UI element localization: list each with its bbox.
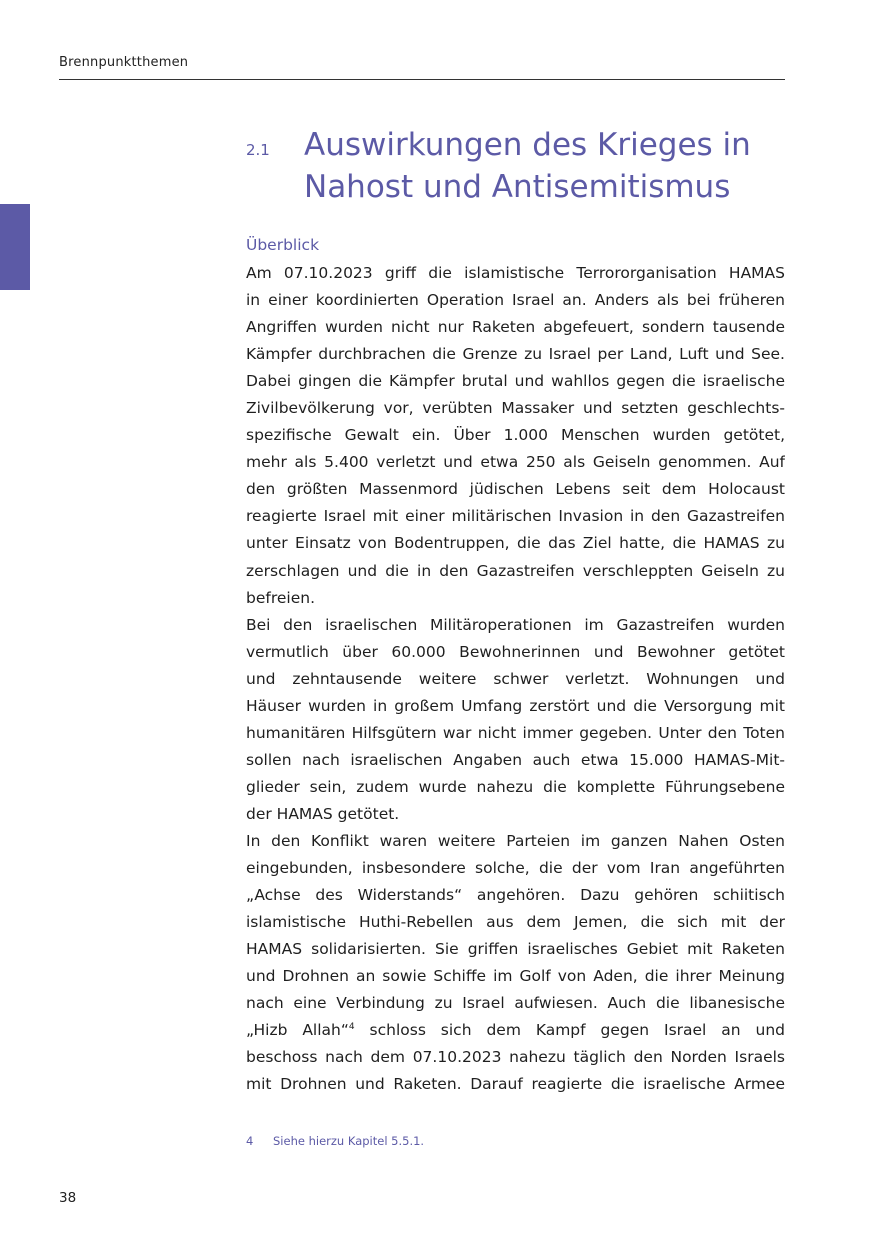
- body-line: In den Konflikt waren weitere Parteien im ganzen Nahen Osten: [246, 831, 785, 850]
- chapter-tab-marker: [0, 204, 30, 290]
- body-line: befreien.: [246, 588, 315, 607]
- body-line: mehr als 5.400 verletzt und etwa 250 als Geiseln genommen. Auf: [246, 453, 785, 472]
- body-line: spezifische Gewalt ein. Über 1.000 Menschen wurden getötet,: [246, 426, 785, 445]
- footnote: [246, 1134, 424, 1148]
- body-line: und zehntausende weitere schwer verletzt. Wohnungen und: [246, 669, 785, 688]
- body-line: vermutlich über 60.000 Bewohnerinnen und Bewohner getötet: [246, 642, 785, 661]
- section-title-line-2: Nahost und Antisemitismus: [304, 169, 731, 205]
- footnote-number: 4: [246, 1134, 254, 1148]
- running-header: Brennpunktthemen: [59, 55, 189, 70]
- line-continuation: schloss sich dem Kampf gegen Israel an und: [354, 1021, 785, 1040]
- body-line: den größten Massenmord jüdischen Lebens seit dem Holocaust: [246, 480, 785, 499]
- body-line: islamistische Huthi-Rebellen aus dem Jemen, die sich mit der: [246, 913, 785, 932]
- section-title: [304, 124, 784, 208]
- body-line: glieder sein, zudem wurde nahezu die komplette Führungsebene: [246, 777, 785, 796]
- body-line: sollen nach israelischen Angaben auch etwa 15.000 HAMAS-Mit-: [246, 750, 785, 769]
- body-line: und Drohnen an sowie Schiffe im Golf von Aden, die ihrer Meinung: [246, 967, 785, 986]
- body-line: mit Drohnen und Raketen. Darauf reagierte die israelische Armee: [246, 1075, 785, 1094]
- body-line: Kämpfer durchbrachen die Grenze zu Israel per Land, Luft und See.: [246, 345, 785, 364]
- body-line: Am 07.10.2023 griff die islamistische Terrororganisation HAMAS: [246, 264, 785, 282]
- body-line-with-footnote: [246, 1017, 785, 1044]
- section-number: 2.1: [246, 141, 270, 159]
- section-title-line-1: Auswirkungen des Krieges in: [304, 127, 751, 163]
- body-line: Zivilbevölkerung vor, verübten Massaker und setzten geschlechts-: [246, 399, 785, 418]
- subheading: Überblick: [246, 236, 320, 254]
- body-line: „Achse des Widerstands“ angehören. Dazu gehören schiitisch: [246, 886, 785, 905]
- body-line: unter Einsatz von Bodentruppen, die das Ziel hatte, die HAMAS zu: [246, 534, 785, 553]
- header-divider: [59, 79, 785, 80]
- body-line: zerschlagen und die in den Gazastreifen verschleppten Geiseln zu: [246, 561, 785, 580]
- body-line: nach eine Verbindung zu Israel aufwiesen. Auch die libanesische: [246, 994, 785, 1013]
- body-line: der HAMAS getötet.: [246, 804, 400, 823]
- body-line: humanitären Hilfsgütern war nicht immer gegeben. Unter den Toten: [246, 723, 785, 742]
- body-line: Angriffen wurden nicht nur Raketen abgefeuert, sondern tausende: [246, 318, 785, 337]
- body-line: beschoss nach dem 07.10.2023 nahezu täglich den Norden Israels: [246, 1048, 785, 1067]
- page-number: 38: [59, 1190, 77, 1206]
- body-line: HAMAS solidarisierten. Sie griffen israelisches Gebiet mit Raketen: [246, 940, 785, 959]
- quoted-term: „Hizb Allah“: [246, 1021, 349, 1040]
- body-text: [246, 260, 785, 1098]
- footnote-text: Siehe hierzu Kapitel 5.5.1.: [273, 1134, 425, 1148]
- body-line: in einer koordinierten Operation Israel an. Anders als bei früheren: [246, 291, 785, 310]
- body-line: Dabei gingen die Kämpfer brutal und wahllos gegen die israelische: [246, 372, 785, 391]
- body-line: Bei den israelischen Militäroperationen im Gazastreifen wurden: [246, 615, 785, 634]
- footnote-reference[interactable]: 4: [348, 1022, 355, 1033]
- body-line: eingebunden, insbesondere solche, die der vom Iran angeführten: [246, 859, 785, 878]
- body-line: Häuser wurden in großem Umfang zerstört und die Versorgung mit: [246, 696, 785, 715]
- body-line: reagierte Israel mit einer militärischen Invasion in den Gazastreifen: [246, 507, 785, 526]
